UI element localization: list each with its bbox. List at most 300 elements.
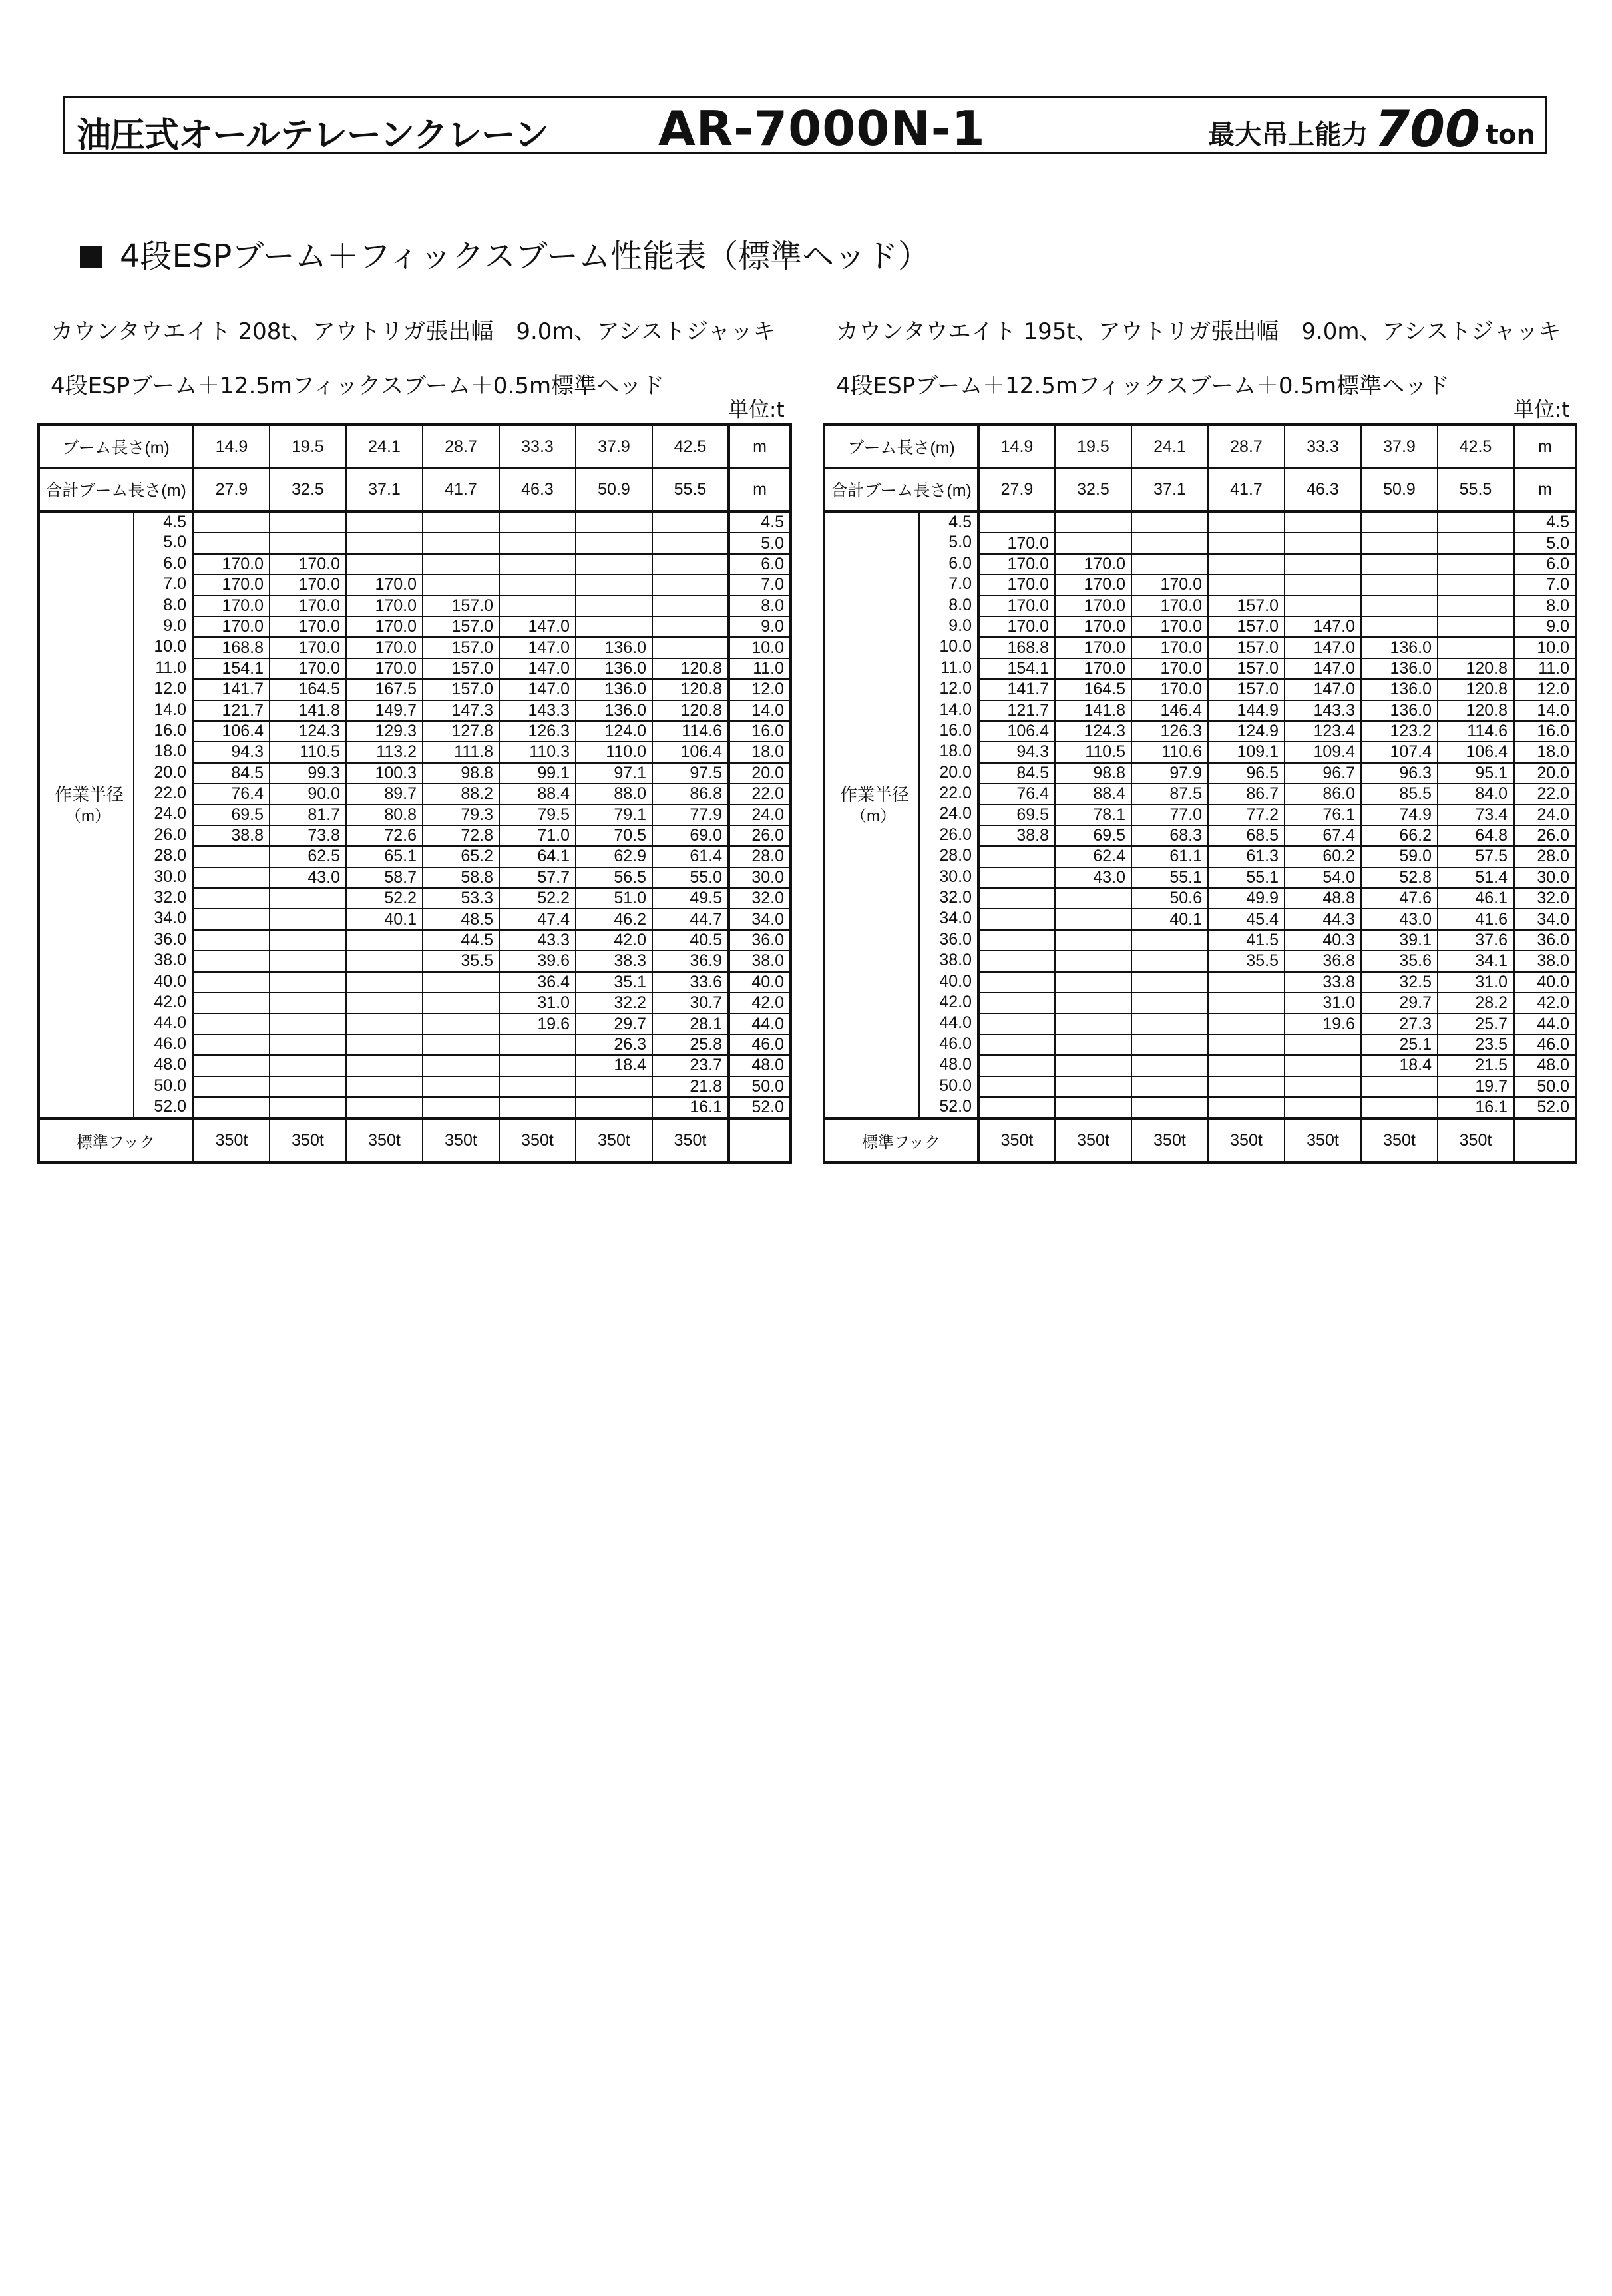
radius-value-right: 48.0 — [729, 1055, 791, 1076]
load-value: 170.0 — [1131, 637, 1208, 658]
table-row — [824, 1055, 1576, 1076]
table-row — [39, 679, 791, 700]
load-value: 170.0 — [1055, 554, 1131, 574]
load-value — [1361, 574, 1438, 595]
load-value: 123.4 — [1285, 721, 1361, 742]
load-value — [1131, 993, 1208, 1013]
radius-value-right: 34.0 — [1514, 909, 1576, 929]
load-value: 147.0 — [499, 637, 576, 658]
radius-value-right: 48.0 — [1514, 1055, 1576, 1076]
load-value: 18.4 — [1361, 1055, 1438, 1076]
radius-value-right: 36.0 — [1514, 930, 1576, 951]
radius-value: 24.0 — [154, 804, 186, 823]
load-value: 79.1 — [576, 804, 652, 825]
radius-value: 5.0 — [163, 533, 186, 552]
load-value: 124.3 — [1055, 721, 1131, 742]
load-value: 48.5 — [423, 909, 499, 929]
load-value: 96.5 — [1208, 763, 1285, 784]
load-value: 170.0 — [1131, 596, 1208, 616]
load-value: 99.3 — [270, 763, 346, 784]
radius-cell — [824, 888, 978, 909]
radius-value: 20.0 — [154, 762, 186, 782]
load-value: 136.0 — [576, 679, 652, 700]
table-row — [824, 554, 1576, 574]
load-value — [346, 993, 423, 1013]
boom-length-value: 24.1 — [346, 425, 423, 468]
radius-value: 50.0 — [939, 1076, 972, 1095]
radius-cell — [824, 554, 978, 574]
load-value: 120.8 — [1438, 658, 1514, 679]
load-value: 61.3 — [1208, 846, 1285, 867]
load-value: 110.5 — [1055, 742, 1131, 762]
radius-cell — [824, 763, 978, 784]
radius-cell — [39, 909, 193, 929]
table-row — [824, 679, 1576, 700]
table-row — [824, 846, 1576, 867]
load-value: 170.0 — [978, 596, 1055, 616]
load-value: 170.0 — [193, 616, 270, 637]
total-boom-length-label: 合計ブーム長さ(m) — [39, 468, 193, 511]
load-value: 106.4 — [652, 742, 729, 762]
load-value: 64.1 — [499, 846, 576, 867]
load-value — [270, 511, 346, 533]
radius-cell — [824, 804, 978, 825]
max-capacity — [1208, 99, 1535, 158]
load-value: 40.5 — [652, 930, 729, 951]
radius-value-right: 11.0 — [1514, 658, 1576, 679]
load-value — [1438, 511, 1514, 533]
load-value: 170.0 — [1055, 637, 1131, 658]
load-value: 106.4 — [193, 721, 270, 742]
radius-value-right: 8.0 — [729, 596, 791, 616]
load-value: 147.0 — [1285, 658, 1361, 679]
load-value — [1361, 616, 1438, 637]
load-value: 136.0 — [1361, 679, 1438, 700]
radius-cell — [824, 637, 978, 658]
load-value: 46.2 — [576, 909, 652, 929]
table-row — [39, 763, 791, 784]
hook-value: 350t — [1208, 1118, 1285, 1162]
load-value: 46.1 — [1438, 888, 1514, 909]
table-row — [39, 574, 791, 595]
load-value: 43.0 — [1055, 867, 1131, 888]
load-value: 57.7 — [499, 867, 576, 888]
radius-value-right: 4.5 — [1514, 511, 1576, 533]
load-value: 66.2 — [1361, 825, 1438, 846]
load-value — [270, 1013, 346, 1034]
table-row — [39, 1097, 791, 1118]
table-row — [39, 596, 791, 616]
working-radius-unit: （m） — [65, 807, 110, 825]
load-value: 44.3 — [1285, 909, 1361, 929]
load-value: 40.1 — [346, 909, 423, 929]
radius-cell — [824, 1076, 978, 1097]
capacity-unit: ton — [1485, 120, 1535, 150]
load-value: 157.0 — [1208, 658, 1285, 679]
load-value: 69.5 — [1055, 825, 1131, 846]
load-value: 84.0 — [1438, 784, 1514, 804]
load-value — [978, 888, 1055, 909]
hook-value: 350t — [576, 1118, 652, 1162]
load-value — [1438, 533, 1514, 553]
load-value: 39.6 — [499, 951, 576, 971]
load-value: 25.7 — [1438, 1013, 1514, 1034]
radius-cell — [39, 1055, 193, 1076]
radius-value-right: 24.0 — [729, 804, 791, 825]
radius-value: 4.5 — [163, 513, 186, 531]
load-value — [1438, 596, 1514, 616]
load-value — [1208, 972, 1285, 993]
load-value: 114.6 — [1438, 721, 1514, 742]
radius-value: 9.0 — [163, 616, 186, 635]
radius-value-right: 28.0 — [729, 846, 791, 867]
radius-cell — [39, 867, 193, 888]
load-value: 170.0 — [1055, 596, 1131, 616]
load-value — [576, 1076, 652, 1097]
load-value: 84.5 — [978, 763, 1055, 784]
total-boom-length-value: 32.5 — [270, 468, 346, 511]
load-value — [1285, 574, 1361, 595]
load-value: 31.0 — [499, 993, 576, 1013]
load-value: 74.9 — [1361, 804, 1438, 825]
radius-value-right: 42.0 — [1514, 993, 1576, 1013]
load-value: 170.0 — [1131, 616, 1208, 637]
radius-value-right: 50.0 — [729, 1076, 791, 1097]
hook-value: 350t — [1285, 1118, 1361, 1162]
load-value — [499, 511, 576, 533]
load-value — [193, 972, 270, 993]
load-value — [1055, 1034, 1131, 1055]
load-value — [423, 1076, 499, 1097]
radius-cell — [39, 511, 193, 533]
load-value: 123.2 — [1361, 721, 1438, 742]
model-number: AR-7000N-1 — [658, 101, 986, 156]
load-value: 50.6 — [1131, 888, 1208, 909]
hook-value: 350t — [652, 1118, 729, 1162]
load-value: 124.9 — [1208, 721, 1285, 742]
load-value — [1055, 511, 1131, 533]
load-value: 157.0 — [1208, 616, 1285, 637]
radius-cell — [824, 574, 978, 595]
radius-value: 5.0 — [948, 533, 972, 552]
load-value: 35.6 — [1361, 951, 1438, 971]
load-value: 88.4 — [1055, 784, 1131, 804]
load-value: 147.0 — [1285, 616, 1361, 637]
load-value: 164.5 — [270, 679, 346, 700]
load-value: 143.3 — [499, 700, 576, 721]
radius-cell — [39, 763, 193, 784]
load-value — [1208, 554, 1285, 574]
boom-length-value: 19.5 — [1055, 425, 1131, 468]
table-row — [39, 909, 791, 929]
radius-cell — [39, 554, 193, 574]
radius-value-right: 46.0 — [729, 1034, 791, 1055]
table-row — [39, 888, 791, 909]
load-value — [1208, 1097, 1285, 1118]
load-value — [499, 596, 576, 616]
load-value: 120.8 — [1438, 700, 1514, 721]
load-value — [346, 511, 423, 533]
boom-length-value: 28.7 — [1208, 425, 1285, 468]
radius-value: 12.0 — [939, 679, 972, 698]
load-value: 79.5 — [499, 804, 576, 825]
load-value — [1285, 1034, 1361, 1055]
table-row — [824, 596, 1576, 616]
radius-cell — [39, 1034, 193, 1055]
radius-value-right: 44.0 — [729, 1013, 791, 1034]
load-value — [576, 511, 652, 533]
load-value — [193, 951, 270, 971]
radius-cell — [824, 784, 978, 804]
table-row — [824, 658, 1576, 679]
load-value: 85.5 — [1361, 784, 1438, 804]
radius-value-right: 6.0 — [1514, 554, 1576, 574]
load-value — [270, 930, 346, 951]
load-value: 41.6 — [1438, 909, 1514, 929]
radius-value-right: 18.0 — [729, 742, 791, 762]
radius-value: 48.0 — [939, 1055, 972, 1074]
load-value — [1361, 596, 1438, 616]
load-value: 78.1 — [1055, 804, 1131, 825]
load-value: 170.0 — [978, 574, 1055, 595]
radius-value: 28.0 — [154, 846, 186, 865]
load-value: 43.0 — [270, 867, 346, 888]
load-value: 120.8 — [652, 700, 729, 721]
load-value — [1361, 533, 1438, 553]
radius-value-right: 10.0 — [1514, 637, 1576, 658]
radius-cell — [39, 993, 193, 1013]
load-value — [270, 993, 346, 1013]
radius-value-right: 32.0 — [729, 888, 791, 909]
load-value — [193, 1034, 270, 1055]
load-value — [1361, 511, 1438, 533]
load-value — [270, 888, 346, 909]
boom-length-label: ブーム長さ(m) — [824, 425, 978, 468]
radius-cell — [824, 1034, 978, 1055]
load-value: 28.1 — [652, 1013, 729, 1034]
radius-value: 4.5 — [948, 513, 972, 531]
configuration-text: 4段ESPブーム＋12.5mフィックスブーム＋0.5m標準ヘッド — [51, 373, 665, 399]
radius-value: 48.0 — [154, 1055, 186, 1074]
load-value — [193, 1076, 270, 1097]
load-value — [1438, 574, 1514, 595]
load-value: 97.9 — [1131, 763, 1208, 784]
radius-value: 46.0 — [939, 1034, 972, 1053]
load-value: 19.6 — [1285, 1013, 1361, 1034]
load-value: 170.0 — [978, 616, 1055, 637]
radius-value: 36.0 — [939, 929, 972, 949]
radius-value: 44.0 — [154, 1013, 186, 1033]
load-value: 16.1 — [652, 1097, 729, 1118]
load-value: 35.1 — [576, 972, 652, 993]
radius-cell — [824, 825, 978, 846]
radius-value: 9.0 — [948, 616, 972, 635]
radius-value: 18.0 — [939, 742, 972, 761]
load-value: 109.4 — [1285, 742, 1361, 762]
load-value: 25.1 — [1361, 1034, 1438, 1055]
load-value: 73.8 — [270, 825, 346, 846]
load-value — [1285, 554, 1361, 574]
radius-value-right: 16.0 — [1514, 721, 1576, 742]
radius-value: 7.0 — [948, 574, 972, 594]
load-value — [499, 574, 576, 595]
load-value: 69.0 — [652, 825, 729, 846]
radius-cell — [824, 616, 978, 637]
load-value: 170.0 — [193, 574, 270, 595]
load-value: 90.0 — [270, 784, 346, 804]
load-value: 141.8 — [270, 700, 346, 721]
radius-value-right: 12.0 — [1514, 679, 1576, 700]
table-row — [824, 972, 1576, 993]
radius-value-right: 36.0 — [729, 930, 791, 951]
load-value: 70.5 — [576, 825, 652, 846]
load-value: 170.0 — [270, 596, 346, 616]
radius-cell — [824, 993, 978, 1013]
load-value — [193, 909, 270, 929]
radius-cell — [824, 1097, 978, 1118]
load-value: 77.0 — [1131, 804, 1208, 825]
table-row — [824, 616, 1576, 637]
load-value — [576, 533, 652, 553]
load-value: 16.1 — [1438, 1097, 1514, 1118]
radius-value-right: 7.0 — [1514, 574, 1576, 595]
load-value: 51.0 — [576, 888, 652, 909]
radius-value: 30.0 — [154, 867, 186, 886]
load-value: 36.9 — [652, 951, 729, 971]
load-value: 76.4 — [193, 784, 270, 804]
load-value — [346, 1076, 423, 1097]
radius-value: 32.0 — [939, 888, 972, 907]
unit-label: 単位:t — [728, 398, 785, 422]
load-value: 36.4 — [499, 972, 576, 993]
radius-cell — [39, 574, 193, 595]
load-value: 62.5 — [270, 846, 346, 867]
load-value — [423, 1097, 499, 1118]
radius-cell — [39, 846, 193, 867]
capacity-value: 700 — [1374, 99, 1480, 158]
load-value: 40.3 — [1285, 930, 1361, 951]
load-value: 97.5 — [652, 763, 729, 784]
radius-cell — [39, 784, 193, 804]
load-value — [1438, 637, 1514, 658]
load-value — [346, 554, 423, 574]
load-value: 37.6 — [1438, 930, 1514, 951]
load-value — [1055, 951, 1131, 971]
radius-value: 6.0 — [163, 553, 186, 573]
radius-value-right: 18.0 — [1514, 742, 1576, 762]
load-value: 69.5 — [978, 804, 1055, 825]
radius-value: 40.0 — [939, 971, 972, 991]
load-value: 110.5 — [270, 742, 346, 762]
load-value: 31.0 — [1285, 993, 1361, 1013]
radius-value: 10.0 — [939, 637, 972, 656]
load-value: 58.8 — [423, 867, 499, 888]
radius-cell — [824, 846, 978, 867]
table-row — [824, 888, 1576, 909]
load-value: 170.0 — [1131, 679, 1208, 700]
load-value — [423, 511, 499, 533]
boom-length-value: 37.9 — [1361, 425, 1438, 468]
load-value: 77.2 — [1208, 804, 1285, 825]
radius-value-right: 20.0 — [729, 763, 791, 784]
load-value — [423, 574, 499, 595]
radius-value: 22.0 — [939, 784, 972, 803]
load-value: 39.1 — [1361, 930, 1438, 951]
load-value: 127.8 — [423, 721, 499, 742]
load-value: 141.7 — [193, 679, 270, 700]
load-value: 62.9 — [576, 846, 652, 867]
load-value: 110.6 — [1131, 742, 1208, 762]
table-row — [824, 533, 1576, 553]
load-value: 73.4 — [1438, 804, 1514, 825]
load-value — [1208, 1034, 1285, 1055]
load-value — [576, 596, 652, 616]
load-value: 56.5 — [576, 867, 652, 888]
load-value — [270, 533, 346, 553]
load-value: 100.3 — [346, 763, 423, 784]
load-value — [193, 846, 270, 867]
load-value — [1208, 1076, 1285, 1097]
load-value — [1131, 972, 1208, 993]
load-value: 170.0 — [270, 616, 346, 637]
load-value: 21.5 — [1438, 1055, 1514, 1076]
load-value: 94.3 — [193, 742, 270, 762]
load-value — [652, 596, 729, 616]
load-value — [978, 909, 1055, 929]
load-value: 21.8 — [652, 1076, 729, 1097]
radius-value-right: 44.0 — [1514, 1013, 1576, 1034]
total-boom-length-value: 32.5 — [1055, 468, 1131, 511]
unit-m: m — [1514, 425, 1576, 468]
table-row — [824, 1013, 1576, 1034]
condition-text: カウンタウエイト 195t、アウトリガ張出幅 9.0m、アシストジャッキ — [836, 318, 1561, 345]
load-value — [652, 533, 729, 553]
table-row — [39, 721, 791, 742]
load-value: 106.4 — [978, 721, 1055, 742]
load-value — [1285, 596, 1361, 616]
radius-cell — [39, 1097, 193, 1118]
table-row — [39, 846, 791, 867]
load-value: 41.5 — [1208, 930, 1285, 951]
load-value: 55.0 — [652, 867, 729, 888]
total-boom-length-value: 46.3 — [1285, 468, 1361, 511]
working-radius-label: 作業半径 — [55, 784, 124, 805]
radius-value-right: 10.0 — [729, 637, 791, 658]
radius-cell — [39, 721, 193, 742]
load-value: 51.4 — [1438, 867, 1514, 888]
radius-value-right: 9.0 — [1514, 616, 1576, 637]
load-value: 124.3 — [270, 721, 346, 742]
total-boom-length-value: 41.7 — [423, 468, 499, 511]
load-value: 170.0 — [346, 658, 423, 679]
load-value: 95.1 — [1438, 763, 1514, 784]
load-value: 170.0 — [978, 554, 1055, 574]
radius-value-right: 28.0 — [1514, 846, 1576, 867]
load-value — [499, 554, 576, 574]
boom-length-value: 33.3 — [499, 425, 576, 468]
load-value — [978, 1055, 1055, 1076]
radius-value-right: 30.0 — [729, 867, 791, 888]
load-value: 53.3 — [423, 888, 499, 909]
load-value: 147.0 — [1285, 679, 1361, 700]
radius-value-right: 14.0 — [729, 700, 791, 721]
load-value: 29.7 — [1361, 993, 1438, 1013]
load-chart-table — [37, 423, 792, 1164]
load-value — [346, 972, 423, 993]
radius-value: 46.0 — [154, 1034, 186, 1053]
radius-value: 40.0 — [154, 971, 186, 991]
load-value: 49.5 — [652, 888, 729, 909]
